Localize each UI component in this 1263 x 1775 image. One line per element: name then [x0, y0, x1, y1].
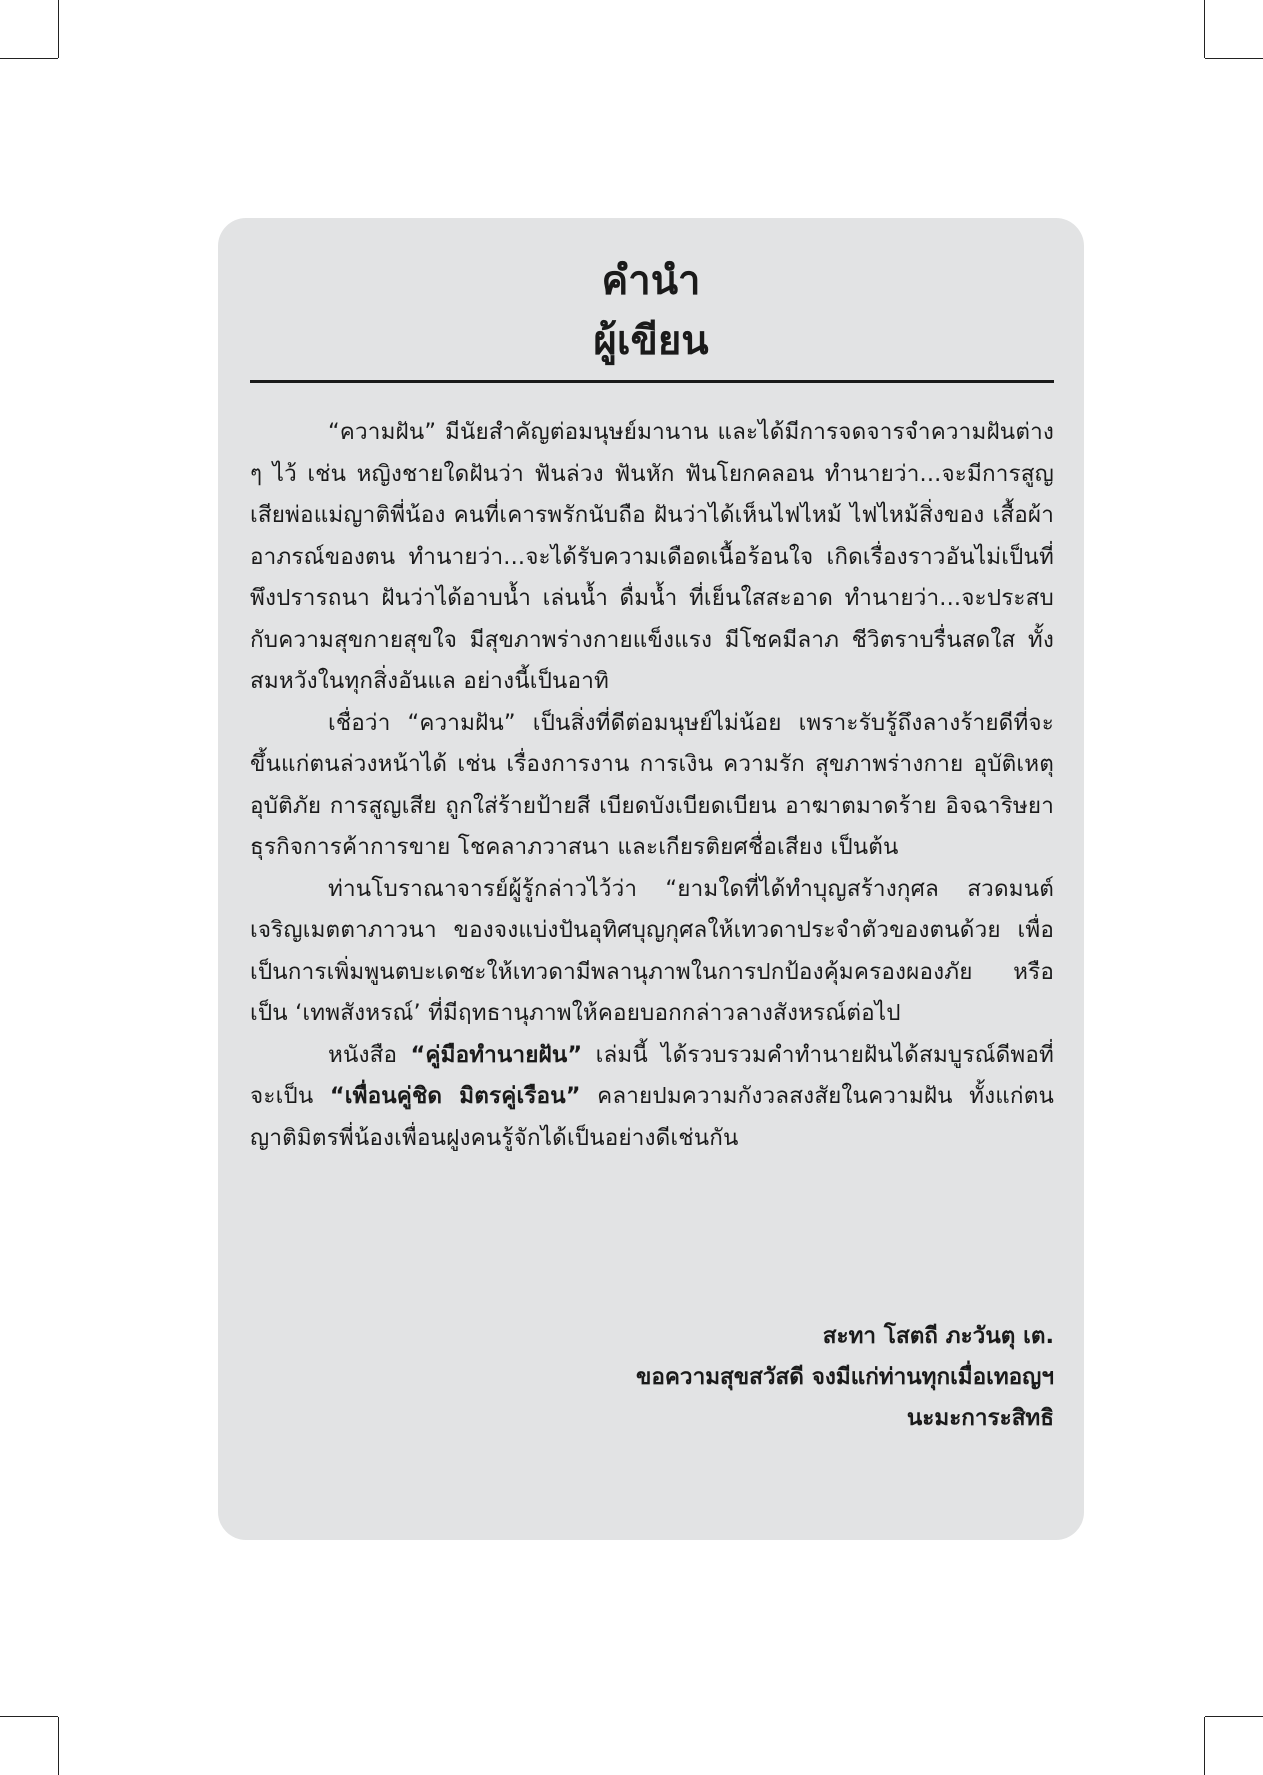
paragraph-1: “ความฝัน” มีนัยสำคัญต่อมนุษย์มานาน และได้มีการจดจารจำความฝันต่าง ๆ ไว้ เช่น หญิงชายใดฝันว่า ฟันล่วง ฟันหัก ฟันโยกคลอน ทำนายว่า...จะมีการสูญเสียพ่อแม่ญาติพี่น้อง คนที่เคารพรักนับถือ ฝันว่าได้เห็นไฟไหม้ ไฟไหม้สิ่งของ เสื้อผ้าอาภรณ์ของตน ทำนายว่า...จะได้รับความเดือดเนื้อร้อนใจ เกิดเรื่องราวอันไม่เป็นที่พึงปรารถนา ฝันว่าได้อาบน้ำ เล่นน้ำ ดื่มน้ำ ที่เย็นใสสะอาด ทำนายว่า...จะประสบกับความสุขกายสุขใจ มีสุขภาพร่างกายแข็งแรง มีโชคมีลาภ ชีวิตราบรื่นสดใส ทั้งสมหวังในทุกสิ่งอันแล อย่างนี้เป็นอาทิ — [250, 419, 1054, 694]
crop-mark-top-left-vertical — [58, 0, 59, 58]
foreword-body — [250, 412, 1054, 1159]
paragraph-4 — [250, 1035, 1054, 1160]
page-title: คำนำ — [601, 258, 701, 304]
crop-mark-top-right-vertical — [1204, 0, 1205, 58]
crop-mark-top-left-horizontal — [0, 58, 58, 59]
paragraph-2: เชื่อว่า “ความฝัน” เป็นสิ่งที่ดีต่อมนุษย์ไม่น้อย เพราะรับรู้ถึงลางร้ายดีที่จะขึ้นแก่ตนล่วงหน้าได้ เช่น เรื่องการงาน การเงิน ความรัก สุขภาพร่างกาย อุบัติเหตุ อุบัติภัย การสูญเสีย ถูกใส่ร้ายป้ายสี เบียดบังเบียดเบียน อาฆาตมาดร้าย อิจฉาริษยา ธุรกิจการค้าการขาย โชคลาภวาสนา และเกียรติยศชื่อเสียง เป็นต้น — [250, 709, 1054, 860]
crop-mark-top-right-horizontal — [1205, 58, 1263, 59]
page-subtitle: ผู้เขียน — [593, 318, 709, 364]
crop-mark-bottom-left-horizontal — [0, 1716, 58, 1717]
signature-line-2: ขอความสุขสวัสดี จงมีแก่ท่านทุกเมื่อเทอญฯ — [635, 1364, 1054, 1390]
paragraph-4-middle: เล่มนี้ ได้รวบรวมคำทำนายฝันได้สมบูรณ์ดีพอที่จะเป็น — [250, 1041, 1055, 1109]
foreword-panel — [218, 218, 1084, 1540]
book-tagline: “เพื่อนคู่ชิด มิตรคู่เรือน” — [329, 1083, 581, 1109]
paragraph-4-intro: หนังสือ — [328, 1041, 411, 1068]
signature-block — [636, 1316, 1054, 1439]
crop-mark-bottom-left-vertical — [58, 1717, 59, 1775]
paragraph-4-end: คลายปมความกังวลสงสัยในความฝัน ทั้งแก่ตนญาติมิตรพี่น้องเพื่อนฝูงคนรู้จักได้เป็นอย่างดีเช่นกัน — [250, 1083, 1054, 1151]
signature-line-1: สะทา โสตถี ภะวันตุ เต. — [822, 1323, 1054, 1349]
title-divider — [250, 380, 1054, 383]
book-title: “คู่มือทำนายฝัน” — [410, 1041, 583, 1068]
crop-mark-bottom-right-horizontal — [1205, 1716, 1263, 1717]
paragraph-3: ท่านโบราณาจารย์ผู้รู้กล่าวไว้ว่า “ยามใดที่ได้ทำบุญสร้างกุศล สวดมนต์เจริญเมตตาภาวนา ของจงแบ่งปันอุทิศบุญกุศลให้เทวดาประจำตัวของตนด้วย เพื่อเป็นการเพิ่มพูนตบะเดชะให้เทวดามีพลานุภาพในการปกป้องคุ้มครองผองภัย หรือเป็น ‘เทพสังหรณ์’ ที่มีฤทธานุภาพให้คอยบอกกล่าวลางสังหรณ์ต่อไป — [250, 875, 1054, 1026]
signature-line-3: นะมะการะสิทธิ — [906, 1405, 1054, 1431]
crop-mark-bottom-right-vertical — [1204, 1717, 1205, 1775]
